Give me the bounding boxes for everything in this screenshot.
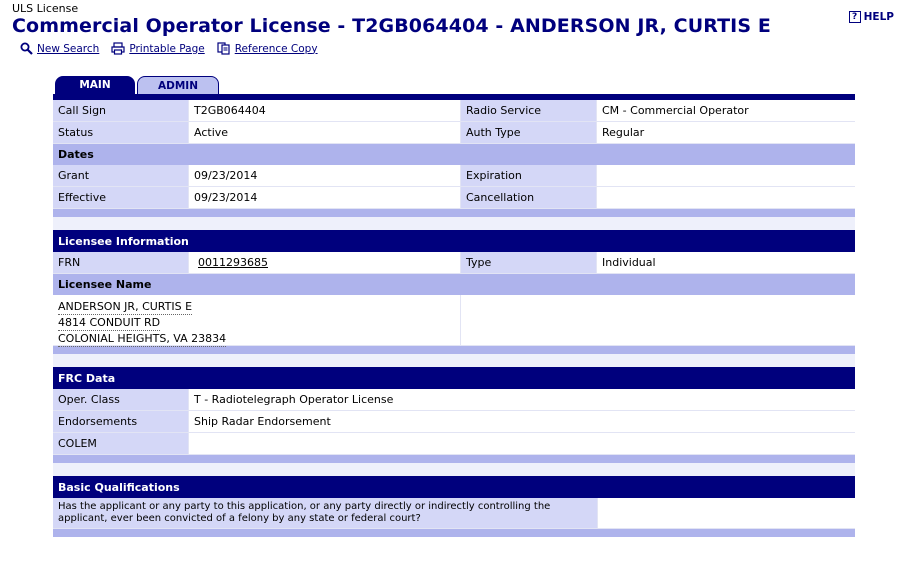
effective-label: Effective [53, 187, 189, 208]
section-separator [53, 529, 855, 537]
section-gap [53, 217, 855, 230]
radio-service-label: Radio Service [461, 100, 597, 121]
breadcrumb: ULS License [12, 2, 79, 15]
colem-label: COLEM [53, 433, 189, 454]
toolbar [20, 42, 318, 55]
expiration-label: Expiration [461, 165, 597, 186]
colem-value [189, 433, 855, 454]
frn-link[interactable]: 0011293685 [198, 256, 268, 269]
type-label: Type [461, 252, 597, 273]
status-value: Active [189, 122, 461, 143]
cancellation-label: Cancellation [461, 187, 597, 208]
help-icon: ? [849, 11, 861, 23]
table-row [53, 100, 855, 122]
section-separator [53, 455, 855, 463]
call-sign-label: Call Sign [53, 100, 189, 121]
status-label: Status [53, 122, 189, 143]
license-panel [53, 94, 855, 537]
effective-value: 09/23/2014 [189, 187, 461, 208]
tab-admin[interactable]: ADMIN [137, 76, 219, 94]
reference-copy-link[interactable] [217, 42, 318, 55]
table-row [53, 498, 855, 529]
licensee-name-section-header: Licensee Name [53, 274, 855, 295]
section-separator [53, 209, 855, 217]
printable-page-link[interactable] [111, 42, 204, 55]
printer-icon [111, 42, 125, 55]
table-row [53, 122, 855, 144]
endorsements-value: Ship Radar Endorsement [189, 411, 855, 432]
grant-value: 09/23/2014 [189, 165, 461, 186]
oper-class-label: Oper. Class [53, 389, 189, 410]
radio-service-value: CM - Commercial Operator [597, 100, 855, 121]
oper-class-value: T - Radiotelegraph Operator License [189, 389, 855, 410]
tab-main[interactable]: MAIN [55, 76, 135, 94]
auth-type-label: Auth Type [461, 122, 597, 143]
licensee-city: COLONIAL HEIGHTS, VA 23834 [58, 332, 227, 345]
magnifier-icon [20, 42, 33, 55]
help-label: HELP [863, 11, 894, 23]
type-value: Individual [597, 252, 855, 273]
endorsements-label: Endorsements [53, 411, 189, 432]
table-row [53, 187, 855, 209]
qualification-question-line2: applicant, ever been convicted of a felony by any state or federal court? [58, 513, 421, 524]
section-separator [53, 346, 855, 354]
new-search-link[interactable] [20, 42, 99, 55]
page-title: Commercial Operator License - T2GB064404 - ANDERSON JR, CURTIS E [12, 15, 771, 37]
tab-bar [55, 76, 219, 94]
qualification-question-line1: Has the applicant or any party to this application, or any party directly or indirectly controlling the [58, 501, 551, 512]
grant-label: Grant [53, 165, 189, 186]
table-row [53, 411, 855, 433]
copy-document-icon [217, 42, 231, 55]
table-row [53, 252, 855, 274]
help-link[interactable] [849, 11, 894, 23]
reference-copy-label: Reference Copy [234, 42, 318, 55]
licensee-street: 4814 CONDUIT RD [58, 316, 161, 329]
table-row [53, 165, 855, 187]
new-search-label: New Search [37, 42, 100, 55]
frn-label: FRN [53, 252, 189, 273]
cancellation-value [597, 187, 855, 208]
qualification-answer [598, 498, 855, 528]
printable-page-label: Printable Page [129, 42, 205, 55]
frc-section-header: FRC Data [53, 367, 855, 389]
section-gap [53, 354, 855, 367]
table-row [53, 389, 855, 411]
auth-type-value: Regular [597, 122, 855, 143]
address-cell [53, 295, 461, 345]
expiration-value [597, 165, 855, 186]
table-row [53, 433, 855, 455]
section-gap [53, 463, 855, 476]
dates-section-header: Dates [53, 144, 855, 165]
frn-cell [189, 252, 461, 273]
licensee-section-header: Licensee Information [53, 230, 855, 252]
qualification-question [53, 498, 598, 528]
qualifications-section-header: Basic Qualifications [53, 476, 855, 498]
licensee-name: ANDERSON JR, CURTIS E [58, 300, 193, 313]
licensee-address-block [53, 295, 855, 346]
address-empty-cell [461, 295, 855, 345]
call-sign-value: T2GB064404 [189, 100, 461, 121]
